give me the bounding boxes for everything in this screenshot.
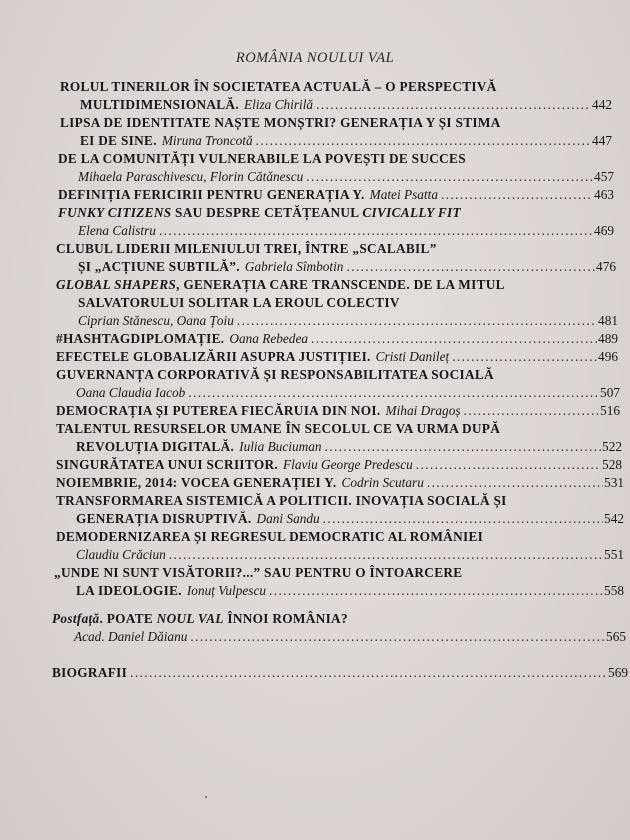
page-number: 569: [608, 665, 628, 680]
dot-leader: [346, 258, 595, 276]
entry-title: CLUBUL LIDERII MILENIULUI TREI, ÎNTRE „SCALABIL”: [56, 241, 437, 256]
entry-author: Ionuț Vulpescu: [186, 583, 267, 598]
entry-author: Ciprian Stănescu, Oana Țoiu: [78, 313, 234, 328]
page-number: 558: [604, 583, 624, 598]
entry-author: Flaviu George Predescu: [283, 457, 413, 472]
dot-leader: [237, 312, 597, 330]
page-number: 463: [594, 187, 614, 202]
entry-title: BIOGRAFII: [52, 665, 128, 680]
entry-author: Mihai Dragoș: [385, 403, 461, 418]
entry-author: Dani Sandu: [256, 511, 320, 526]
entry-author: Matei Psatta: [369, 187, 438, 202]
entry-title: ȘI „ACȚIUNE SUBTILĂ”.: [78, 259, 240, 274]
page-number: 481: [598, 313, 618, 328]
entry-title: DEMOCRAȚIA ȘI PUTEREA FIECĂRUIA DIN NOI.: [56, 403, 381, 418]
dot-leader: [325, 438, 602, 456]
entry-title: SAU DESPRE CETĂȚEANUL: [171, 205, 363, 220]
dot-leader: [190, 628, 605, 646]
dot-leader: [452, 348, 597, 366]
entry-author: Gabriela Sîmbotin: [244, 259, 344, 274]
entry-author: Codrin Scutaru: [341, 475, 424, 490]
entry-title: NOIEMBRIE, 2014: VOCEA GENERAȚIEI Y.: [56, 475, 337, 490]
entry-title: REVOLUȚIA DIGITALĂ.: [76, 439, 235, 454]
postfata-label: Postfață: [52, 611, 100, 626]
page-number: 476: [596, 259, 616, 274]
entry-title: TALENTUL RESURSELOR UMANE ÎN SECOLUL CE VA URMA DUPĂ: [56, 421, 501, 436]
entry-title: EFECTELE GLOBALIZĂRII ASUPRA JUSTIȚIEI.: [56, 349, 371, 364]
page-number: 507: [600, 385, 620, 400]
dot-leader: [464, 402, 600, 420]
entry-title: DEMODERNIZAREA ȘI REGRESUL DEMOCRATIC AL ROMÂNIEI: [56, 529, 484, 544]
entry-title: NOUL VAL: [156, 611, 224, 626]
dot-leader: [159, 222, 593, 240]
entry-title: SINGURĂTATEA UNUI SCRIITOR.: [56, 457, 279, 472]
entry-title: GUVERNANȚA CORPORATIVĂ ȘI RESPONSABILITATEA SOCIALĂ: [56, 367, 494, 382]
page-number: 542: [604, 511, 624, 526]
entry-author: Oana Claudia Iacob: [76, 385, 186, 400]
entry-title: FUNKY CITIZENS: [58, 205, 172, 220]
entry-title: DEFINIȚIA FERICIRII PENTRU GENERAȚIA Y.: [58, 187, 365, 202]
entry-title: , GENERAȚIA CARE TRANSCENDE. DE LA MITUL: [176, 277, 505, 292]
dot-leader: [441, 186, 593, 204]
entry-title: TRANSFORMAREA SISTEMICĂ A POLITICII. INOVAȚIA SOCIALĂ ȘI: [56, 493, 507, 508]
entry-author: Miruna Troncotă: [161, 133, 253, 148]
entry-title: . POATE: [99, 611, 157, 626]
page-number: 489: [598, 331, 618, 346]
page-number: 522: [602, 439, 622, 454]
entry-title: GLOBAL SHAPERS: [56, 277, 177, 292]
dot-leader: [416, 456, 601, 474]
dot-leader: [269, 582, 603, 600]
page-number: 457: [594, 169, 614, 184]
page-number: 531: [604, 475, 624, 490]
dot-leader: [306, 168, 593, 186]
entry-title: LIPSA DE IDENTITATE NAȘTE MONȘTRI? GENERAȚIA Y ȘI STIMA: [60, 115, 501, 130]
running-head: ROMÂNIA NOULUI VAL: [235, 50, 395, 66]
dot-leader: [130, 664, 607, 682]
entry-title: SALVATORULUI SOLITAR LA EROUL COLECTIV: [78, 295, 400, 310]
entry-author: Mihaela Paraschivescu, Florin Cătănescu: [78, 169, 304, 184]
page-number: 469: [594, 223, 614, 238]
entry-author: Claudiu Crăciun: [76, 547, 166, 562]
page-number: 442: [592, 97, 612, 112]
entry-author: Elena Calistru: [78, 223, 156, 238]
entry-title: ÎNNOI ROMÂNIA?: [223, 611, 348, 626]
dot-leader: [427, 474, 603, 492]
page-number: 516: [600, 403, 620, 418]
page-number: 496: [598, 349, 618, 364]
entry-title: CIVICALLY FIT: [362, 205, 461, 220]
page-number: 528: [602, 457, 622, 472]
page-number: 565: [606, 629, 626, 644]
dot-leader: [316, 96, 591, 114]
paper-speck: [205, 796, 207, 798]
entry-author: Oana Rebedea: [229, 331, 309, 346]
dot-leader: [256, 132, 591, 150]
dot-leader: [169, 546, 603, 564]
entry-title: MULTIDIMENSIONALĂ.: [80, 97, 239, 112]
page-number: 447: [592, 133, 612, 148]
entry-title: LA IDEOLOGIE.: [76, 583, 182, 598]
entry-title: #HASHTAGDIPLOMAȚIE.: [56, 331, 225, 346]
entry-author: Acad. Daniel Dăianu: [74, 629, 188, 644]
page-number: 551: [604, 547, 624, 562]
entry-title: DE LA COMUNITĂȚI VULNERABILE LA POVEȘTI DE SUCCES: [58, 151, 466, 166]
entry-title: ROLUL TINERILOR ÎN SOCIETATEA ACTUALĂ – O PERSPECTIVĂ: [60, 79, 497, 94]
entry-author: Cristi Danileț: [375, 349, 450, 364]
dot-leader: [188, 384, 599, 402]
entry-title: „UNDE NI SUNT VISĂTORII?...” SAU PENTRU O ÎNTOARCERE: [54, 565, 463, 580]
dot-leader: [323, 510, 603, 528]
entry-author: Eliza Chirilă: [243, 97, 314, 112]
entry-title: EI DE SINE.: [80, 133, 157, 148]
entry-author: Iulia Buciuman: [239, 439, 322, 454]
entry-title: GENERAȚIA DISRUPTIVĂ.: [76, 511, 252, 526]
dot-leader: [311, 330, 597, 348]
